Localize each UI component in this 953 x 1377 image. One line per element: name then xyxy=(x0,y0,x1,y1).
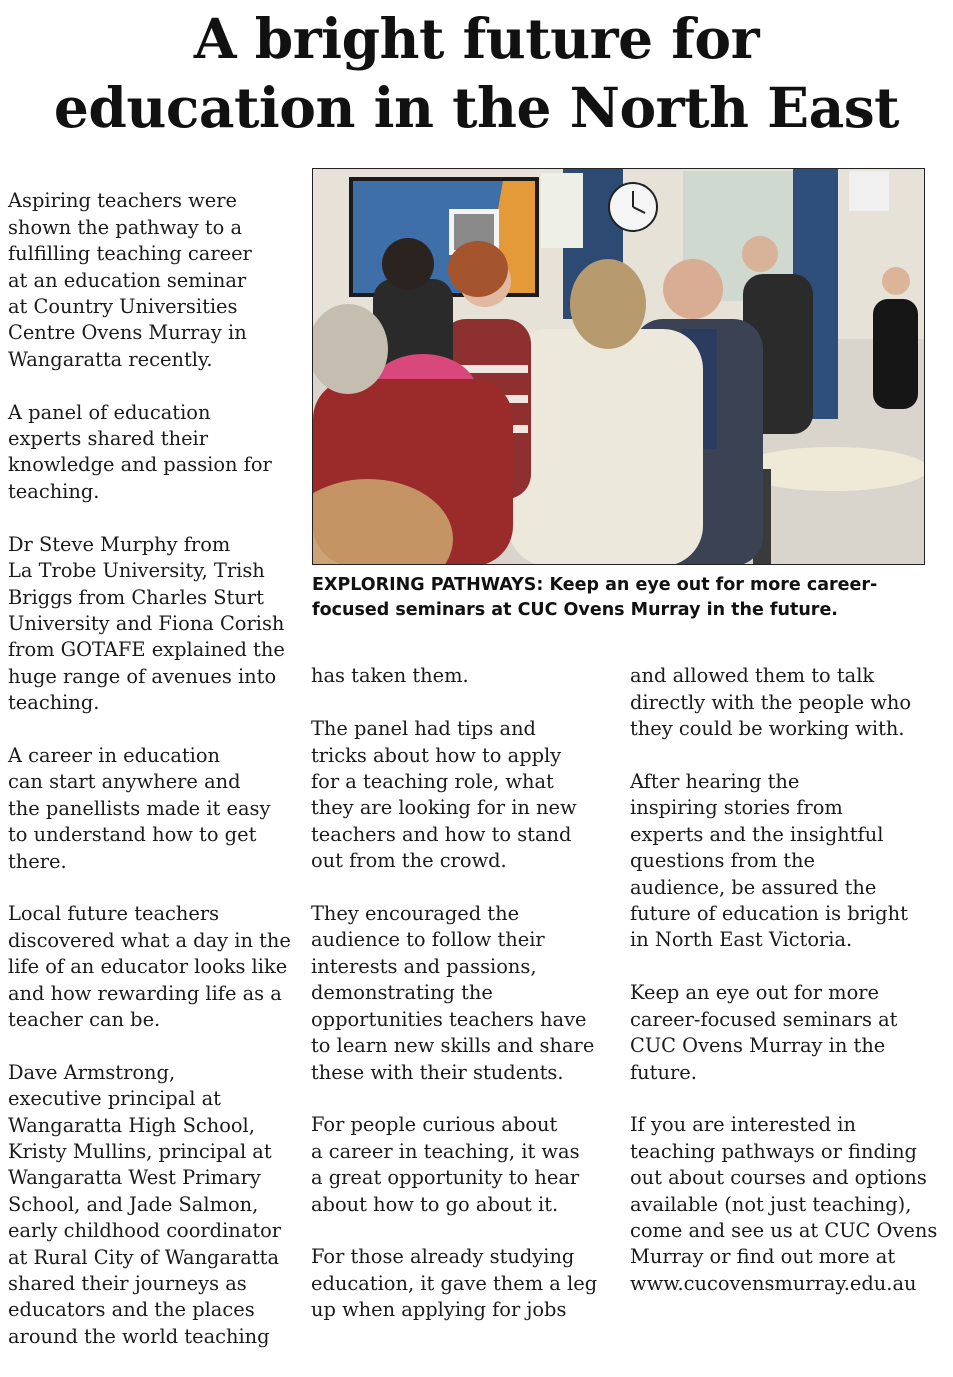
seminar-photo xyxy=(312,168,925,565)
paragraph: A panel of education experts shared their knowledge and passion for teaching. xyxy=(8,400,272,503)
paragraph: Dave Armstrong, executive principal at Wangaratta High School, Kristy Mullins, principal at Wangaratta West Primary School, and Jade Salmon, early childhood coordinator at Rural City of Wangaratta shared their journeys as educators and the places around the world teaching xyxy=(8,1060,282,1348)
caption-line-2: focused seminars at CUC Ovens Murray in the future. xyxy=(312,600,838,620)
paragraph: Aspiring teachers were shown the pathway to a fulfilling teaching career at an education seminar at Country Universities Centre Ovens Murray in Wangaratta recently. xyxy=(8,189,252,371)
article-column-1 xyxy=(8,162,298,1377)
paragraph: Keep an eye out for more career-focused seminars at CUC Ovens Murray in the future. xyxy=(630,981,898,1084)
article-column-3 xyxy=(630,637,950,1324)
paragraph: A career in education can start anywhere and the panellists made it easy to understand how to get there. xyxy=(8,743,271,873)
seminar-photo-illustration xyxy=(313,169,925,565)
paragraph: and allowed them to talk directly with the people who they could be working with. xyxy=(630,664,912,741)
paragraph: The panel had tips and tricks about how to apply for a teaching role, what they are looking for in new teachers and how to stand out from the crowd. xyxy=(311,717,577,873)
photo-caption xyxy=(312,573,932,623)
headline-line-2: education in the North East xyxy=(53,75,900,140)
paragraph: They encouraged the audience to follow their interests and passions, demonstrating the opportunities teachers have to learn new skills and share these with their students. xyxy=(311,902,595,1084)
headline xyxy=(0,4,953,142)
paragraph: Local future teachers discovered what a day in the life of an educator looks like and how rewarding life as a teacher can be. xyxy=(8,902,291,1031)
headline-line-1: A bright future for xyxy=(193,6,760,71)
paragraph: After hearing the inspiring stories from experts and the insightful questions from the audience, be assured the future of education is bright in North East Victoria. xyxy=(630,770,908,952)
paragraph: If you are interested in teaching pathways or finding out about courses and options available (not just teaching), come and see us at CUC Ovens Murray or find out more at www.cucovensmurray.edu.au xyxy=(630,1113,938,1295)
article-column-2 xyxy=(311,637,621,1350)
paragraph: has taken them. xyxy=(311,664,469,688)
paragraph: Dr Steve Murphy from La Trobe University, Trish Briggs from Charles Sturt University and Fiona Corish from GOTAFE explained the huge range of avenues into teaching. xyxy=(8,532,285,715)
caption-line-1: EXPLORING PATHWAYS: Keep an eye out for more career- xyxy=(312,575,878,595)
paragraph: For those already studying education, it gave them a leg up when applying for jobs xyxy=(311,1245,598,1322)
paragraph: For people curious about a career in teaching, it was a great opportunity to hear about how to go about it. xyxy=(311,1113,580,1216)
